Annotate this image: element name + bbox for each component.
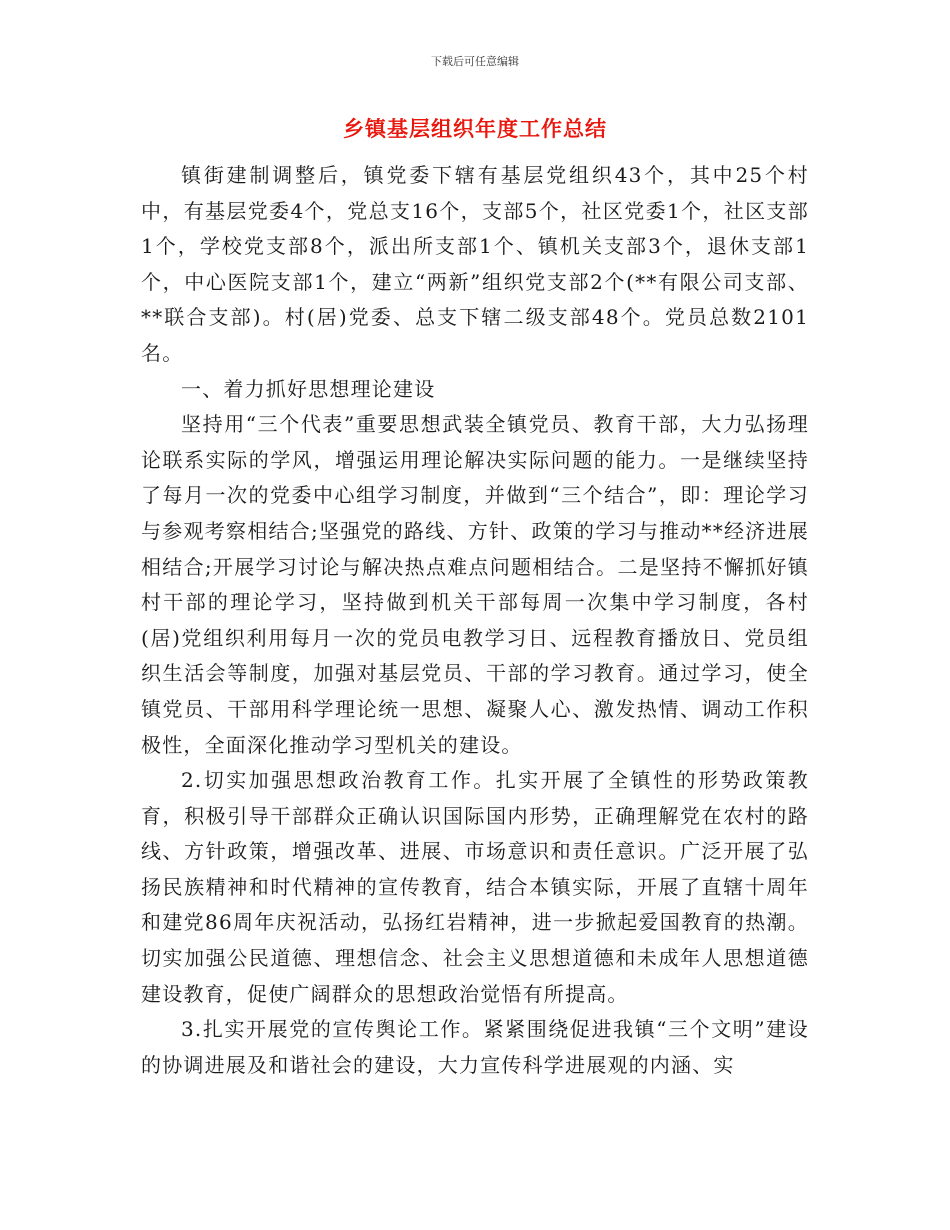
paragraph-political-education: 2.切实加强思想政治教育工作。扎实开展了全镇性的形势政策教育，积极引导干部群众正确认识国际国内形势，正确理解党在农村的路线、方针政策，增强改革、进展、市场意识和责任意识。广泛开展了弘扬民族精神和时代精神的宣传教育，结合本镇实际，开展了直辖十周年和建党86周年庆祝活动，弘扬红岩精神，进一步掀起爱国教育的热潮。切实加强公民道德、理想信念、社会主义思想道德和未成年人思想道德建设教育，促使广阔群众的思想政治觉悟有所提高。 xyxy=(141,768,809,1006)
document-body xyxy=(141,158,809,1083)
section-heading-1: 一、着力抓好思想理论建设 xyxy=(181,376,436,401)
page-header-note: 下载后可任意编辑 xyxy=(431,55,519,68)
paragraph-intro: 镇街建制调整后，镇党委下辖有基层党组织43个，其中25个村中，有基层党委4个，党总支16个，支部5个，社区党委1个，社区支部1个，学校党支部8个，派出所支部1个、镇机关支部3个，退休支部1个，中心医院支部1个，建立“两新”组织党支部2个(**有限公司支部、**联合支部)。村(居)党委、总支下辖二级支部48个。党员总数2101名。 xyxy=(141,163,809,365)
document-title: 乡镇基层组织年度工作总结 xyxy=(343,117,607,141)
paragraph-propaganda-work: 3.扎实开展党的宣传舆论工作。紧紧围绕促进我镇“三个文明”建设的协调进展及和谐社会的建设，大力宣传科学进展观的内涵、实 xyxy=(141,1017,809,1077)
paragraph-theory-study: 坚持用“三个代表”重要思想武装全镇党员、教育干部，大力弘扬理论联系实际的学风，增强运用理论解决实际问题的能力。一是继续坚持了每月一次的党委中心组学习制度，并做到“三个结合”，即：理论学习与参观考察相结合;坚强党的路线、方针、政策的学习与推动**经济进展相结合;开展学习讨论与解决热点难点问题相结合。二是坚持不懈抓好镇村干部的理论学习，坚持做到机关干部每周一次集中学习制度，各村(居)党组织利用每月一次的党员电教学习日、远程教育播放日、党员组织生活会等制度，加强对基层党员、干部的学习教育。通过学习，使全镇党员、干部用科学理论统一思想、凝聚人心、激发热情、调动工作积极性，全面深化推动学习型机关的建设。 xyxy=(141,412,809,757)
